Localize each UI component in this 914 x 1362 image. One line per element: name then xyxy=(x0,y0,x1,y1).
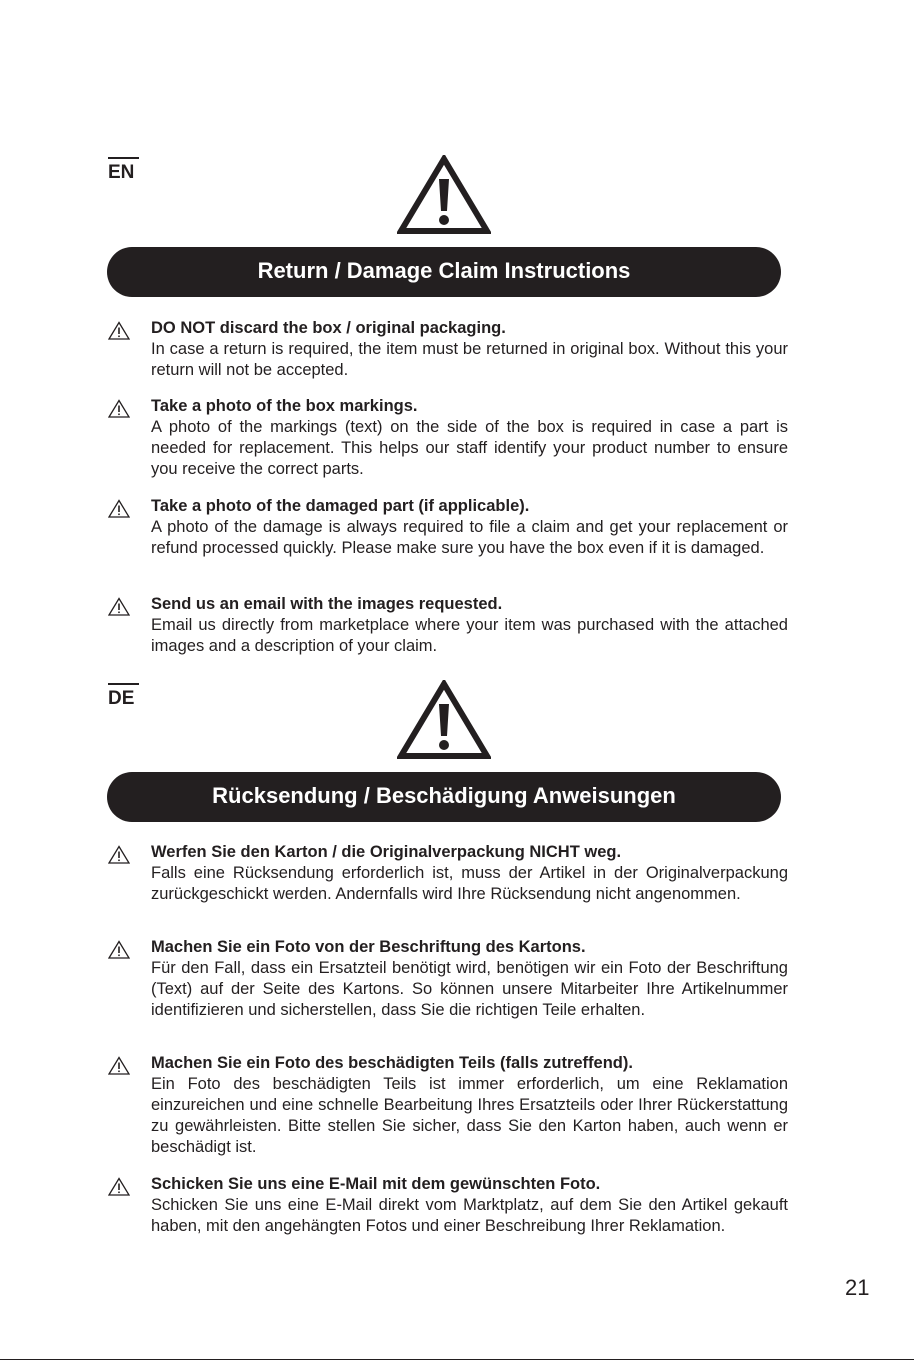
warning-triangle-icon xyxy=(397,155,491,235)
small-warning-triangle-icon xyxy=(108,845,130,864)
instruction-heading: DO NOT discard the box / original packaging. xyxy=(151,319,506,337)
small-warning-triangle-icon xyxy=(108,940,130,959)
warning-triangle-icon xyxy=(397,680,491,760)
instruction-body: A photo of the markings (text) on the side of the box is required in case a part is needed for replacement. This helps our staff identify your product number to ensure you receive the correct parts. xyxy=(151,418,788,478)
small-warning-triangle-icon xyxy=(108,399,130,418)
instruction-heading: Send us an email with the images requested. xyxy=(151,595,503,613)
language-label-en: EN xyxy=(108,157,139,184)
instruction-body: Ein Foto des beschädigten Teils ist immer erforderlich, um eine Reklamation einzureichen und eine schnelle Bearbeitung Ihres Ersatzteils oder Ihrer Rückerstattung zu gewährleisten. Bitte stellen Sie sicher, dass Sie den Karton haben, auch wenn er beschädigt ist. xyxy=(151,1075,788,1156)
instruction-item xyxy=(108,594,788,657)
instruction-heading: Schicken Sie uns eine E-Mail mit dem gewünschten Foto. xyxy=(151,1175,601,1193)
instruction-body: A photo of the damage is always required to file a claim and get your replacement or refund processed quickly. Please make sure you have the box even if it is damaged. xyxy=(151,518,788,557)
language-label-de: DE xyxy=(108,683,139,710)
instruction-item xyxy=(108,1053,788,1158)
section-title-en: Return / Damage Claim Instructions xyxy=(257,258,631,283)
footer-divider xyxy=(0,1359,914,1360)
small-warning-triangle-icon xyxy=(108,1056,130,1075)
instruction-heading: Werfen Sie den Karton / die Originalverpackung NICHT weg. xyxy=(151,843,622,861)
instruction-body: Schicken Sie uns eine E-Mail direkt vom Marktplatz, auf dem Sie den Artikel gekauft haben, mit den angehängten Fotos und einer Beschreibung Ihrer Reklamation. xyxy=(151,1196,788,1235)
instruction-heading: Machen Sie ein Foto des beschädigten Teils (falls zutreffend). xyxy=(151,1054,633,1072)
instruction-item xyxy=(108,318,788,381)
instruction-item xyxy=(108,937,788,1021)
page-number: 21 xyxy=(845,1275,870,1300)
small-warning-triangle-icon xyxy=(108,597,130,616)
instruction-item xyxy=(108,496,788,559)
instruction-body: Email us directly from marketplace where your item was purchased with the attached images and a description of your claim. xyxy=(151,616,788,655)
instruction-heading: Take a photo of the damaged part (if applicable). xyxy=(151,497,530,515)
instruction-item xyxy=(108,842,788,905)
instruction-heading: Machen Sie ein Foto von der Beschriftung des Kartons. xyxy=(151,938,586,956)
small-warning-triangle-icon xyxy=(108,1177,130,1196)
section-title-banner-en xyxy=(107,247,781,297)
section-title-de: Rücksendung / Beschädigung Anweisungen xyxy=(212,783,676,808)
instruction-body: Falls eine Rücksendung erforderlich ist, muss der Artikel in der Originalverpackung zurückgeschickt werden. Andernfalls wird Ihre Rücksendung nicht angenommen. xyxy=(151,864,788,903)
instruction-heading: Take a photo of the box markings. xyxy=(151,397,418,415)
instruction-item xyxy=(108,396,788,480)
section-title-banner-de xyxy=(107,772,781,822)
small-warning-triangle-icon xyxy=(108,321,130,340)
instruction-body: Für den Fall, dass ein Ersatzteil benötigt wird, benötigen wir ein Foto der Beschriftung (Text) auf der Seite des Kartons. So können unsere Mitarbeiter Ihre Artikelnummer identifizieren und sicherstellen, dass Sie die richtigen Teile erhalten. xyxy=(151,959,788,1019)
small-warning-triangle-icon xyxy=(108,499,130,518)
instruction-body: In case a return is required, the item must be returned in original box. Without this your return will not be accepted. xyxy=(151,340,788,379)
instruction-item xyxy=(108,1174,788,1237)
